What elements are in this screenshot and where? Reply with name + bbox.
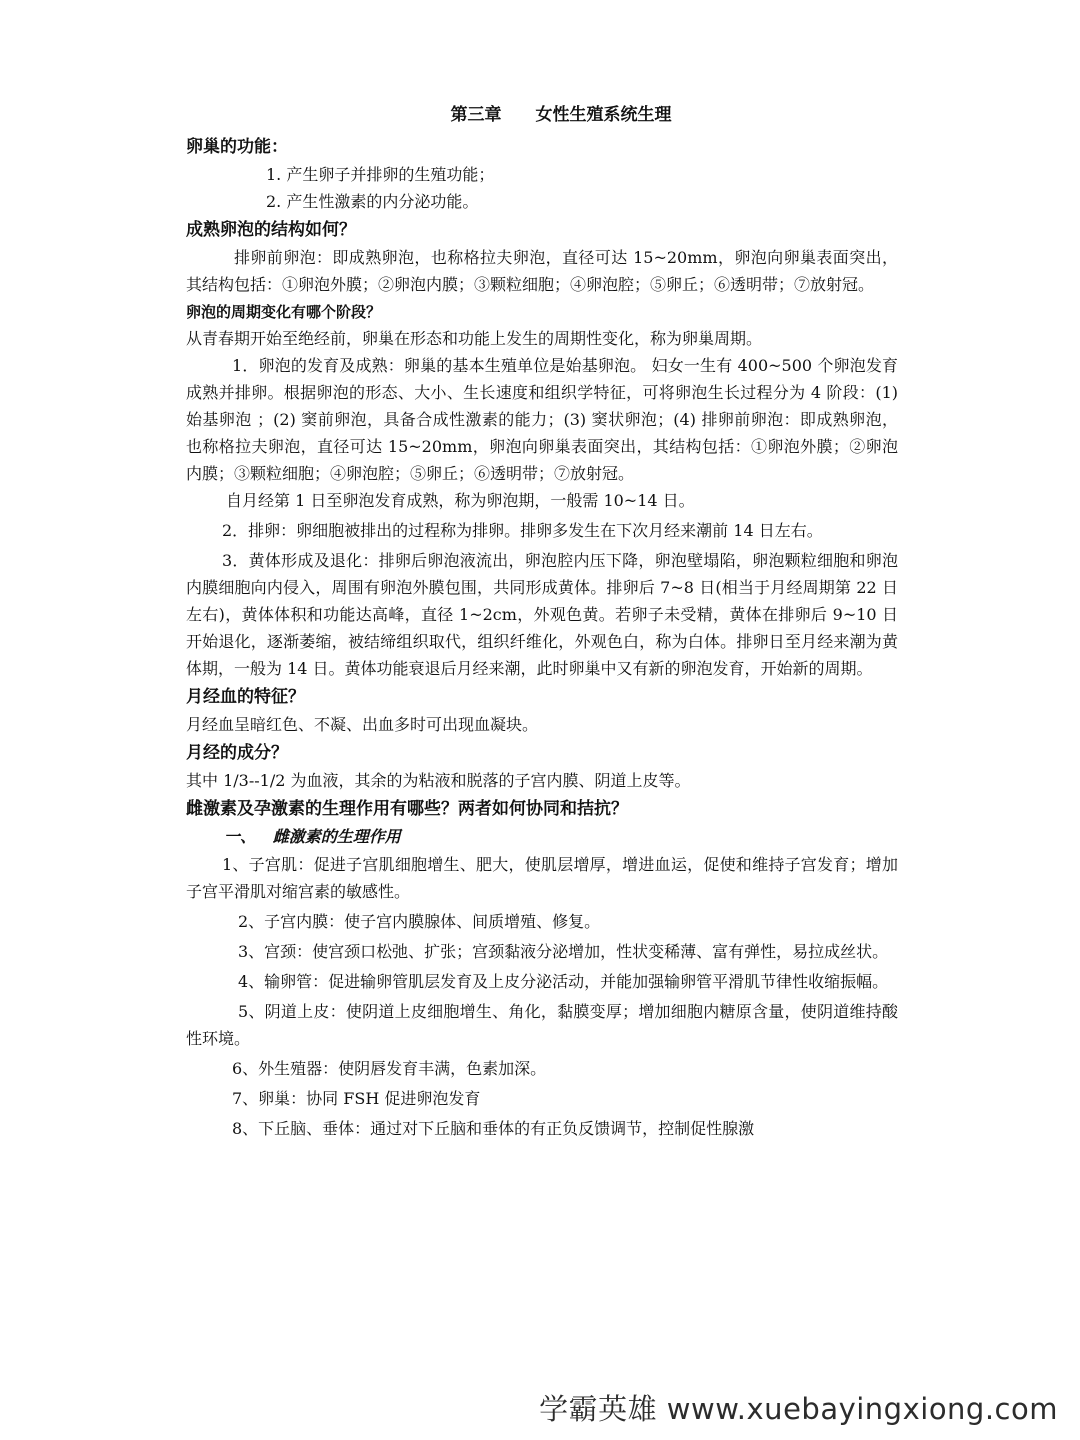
site-watermark: 学霸英雄 www.xuebayingxiong.com <box>539 1392 1058 1426</box>
heading-menstrual-blood: 月经血的特征？ <box>186 687 305 707</box>
paragraph-follicle-cycle-intro: 从青春期开始至绝经前，卵巢在形态和功能上发生的周期性变化，称为卵巢周期。 <box>186 329 763 348</box>
subheading-title: 雌激素的生理作用 <box>272 827 401 846</box>
list-item: 1、子宫肌：促进子宫肌细胞增生、肥大，使肌层增厚，增进血运，促使和维持子宫发育；增加子宫平滑肌对缩宫素的敏感性。 <box>186 855 898 901</box>
paragraph-menstrual-composition: 其中 1/3--1/2 为血液，其余的为粘液和脱落的子宫内膜、阴道上皮等。 <box>186 771 691 790</box>
paragraph-corpus-luteum: 3．黄体形成及退化：排卵后卵泡液流出，卵泡腔内压下降，卵泡壁塌陷，卵泡颗粒细胞和卵泡内膜细胞向内侵入，周围有卵泡外膜包围，共同形成黄体。排卵后 7~8 日(相当于月经周期第 22 日左右)，黄体体积和功能达高峰，直径 1~2cm，外观色黄。若卵子未受精，黄体在排卵后 9~10 日开始退化，逐渐萎缩，被结缔组织取代，组织纤维化，外观色白，称为白体。排卵日至月经来潮为黄体期，一般为 14 日。黄体功能衰退后月经来潮，此时卵巢中又有新的卵泡发育，开始新的周期。 <box>186 551 898 678</box>
subheading-estrogen <box>186 823 898 851</box>
paragraph-mature-follicle: 排卵前卵泡：即成熟卵泡，也称格拉夫卵泡，直径可达 15~20mm，卵泡向卵巢表面突出，其结构包括：①卵泡外膜；②卵泡内膜；③颗粒细胞；④卵泡腔；⑤卵丘；⑥透明带；⑦放射冠。 <box>186 248 898 294</box>
list-item: 7、卵巢：协同 FSH 促进卵泡发育 <box>232 1089 481 1108</box>
list-item: 1. 产生卵子并排卵的生殖功能； <box>266 165 495 184</box>
paragraph-menstrual-blood: 月经血呈暗红色、不凝、出血多时可出现血凝块。 <box>186 715 539 734</box>
paragraph-follicular-phase: 自月经第 1 日至卵泡发育成熟，称为卵泡期，一般需 10~14 日。 <box>226 491 695 510</box>
paragraph-ovulation: 2．排卵：卵细胞被排出的过程称为排卵。排卵多发生在下次月经来潮前 14 日左右。 <box>222 521 823 540</box>
list-item: 2. 产生性激素的内分泌功能。 <box>266 192 479 211</box>
paragraph-follicle-development: 1．卵泡的发育及成熟：卵巢的基本生殖单位是始基卵泡。 妇女一生有 400~500 个卵泡发育成熟并排卵。根据卵泡的形态、大小、生长速度和组织学特征，可将卵泡生长过程分为 4 阶段：(1) 始基卵泡 ；(2) 窦前卵泡，具备合成性激素的能力；(3) 窦状卵泡；(4) 排卵前卵泡：即成熟卵泡，也称格拉夫卵泡，直径可达 15~20mm，卵泡向卵巢表面突出，其结构包括：①卵泡外膜；②卵泡内膜；③颗粒细胞；④卵泡腔；⑤卵丘；⑥透明带；⑦放射冠。 <box>186 356 898 483</box>
heading-ovary-function: 卵巢的功能： <box>186 137 288 157</box>
list-item: 4、输卵管：促进输卵管肌层发育及上皮分泌活动，并能加强输卵管平滑肌节律性收缩振幅。 <box>238 972 889 991</box>
heading-menstrual-composition: 月经的成分？ <box>186 743 288 763</box>
list-item: 2、子宫内膜：使子宫内膜腺体、间质增殖、修复。 <box>238 912 601 931</box>
heading-follicle-cycle: 卵泡的周期变化有哪个阶段？ <box>186 303 382 321</box>
list-item: 5、阴道上皮：使阴道上皮细胞增生、角化，黏膜变厚；增加细胞内糖原含量，使阴道维持酸性环境。 <box>186 1002 898 1048</box>
list-item: 8、下丘脑、垂体：通过对下丘脑和垂体的有正负反馈调节，控制促性腺激 <box>232 1119 755 1138</box>
heading-mature-follicle: 成熟卵泡的结构如何？ <box>186 220 356 240</box>
chapter-title: 第三章 女性生殖系统生理 <box>450 105 672 125</box>
subheading-number: 一、 <box>224 827 257 846</box>
list-item: 6、外生殖器：使阴唇发育丰满，色素加深。 <box>232 1059 547 1078</box>
document-page <box>186 98 898 1142</box>
list-item: 3、宫颈：使宫颈口松弛、扩张；宫颈黏液分泌增加，性状变稀薄、富有弹性，易拉成丝状。 <box>238 942 889 961</box>
heading-hormones: 雌激素及孕激素的生理作用有哪些？两者如何协同和拮抗？ <box>186 799 628 819</box>
